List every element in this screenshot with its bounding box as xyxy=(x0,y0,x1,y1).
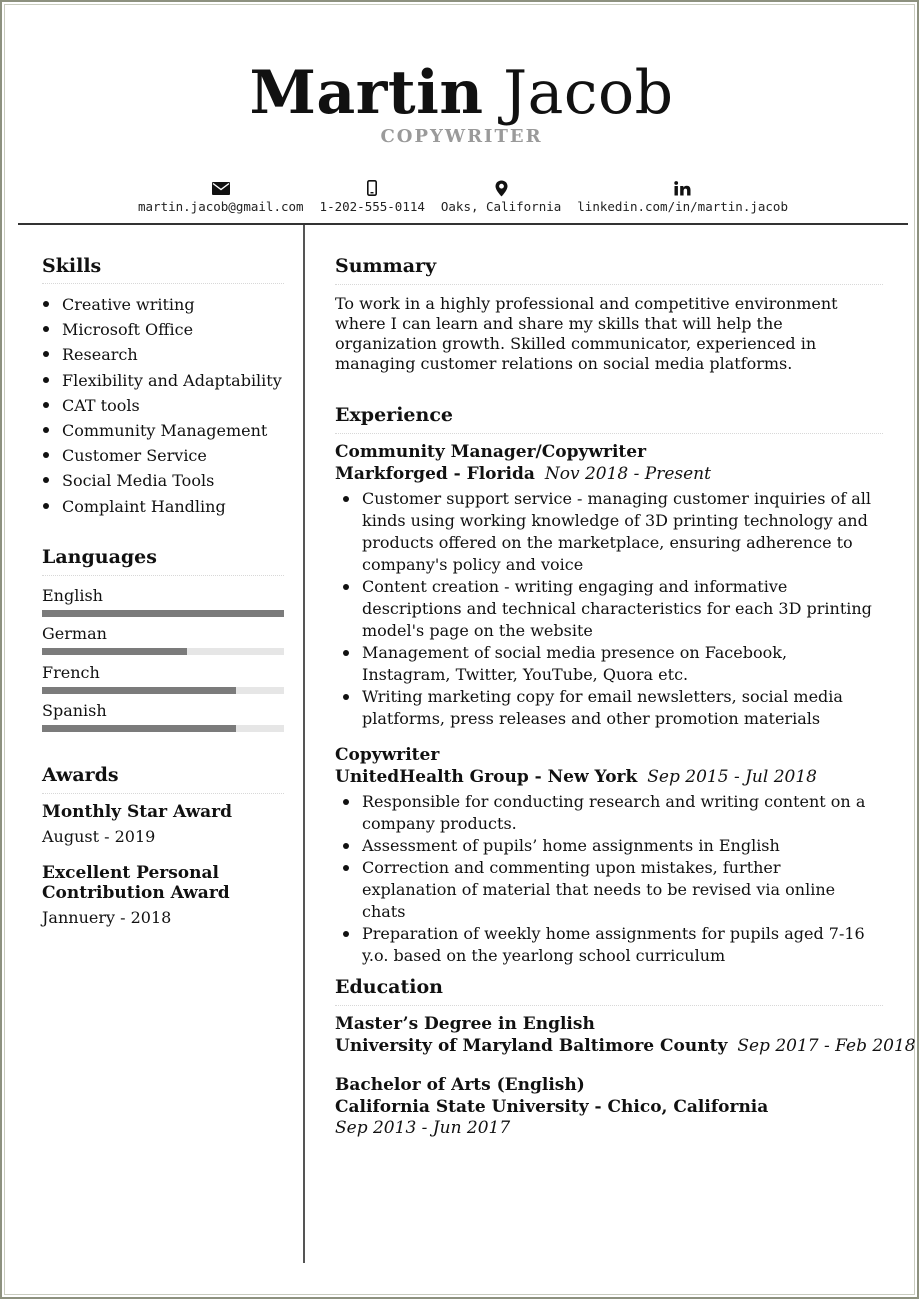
envelope-icon xyxy=(212,178,230,198)
language-level-track xyxy=(42,687,284,694)
job-title: Community Manager/Copywriter xyxy=(335,442,647,462)
education-underline xyxy=(335,1005,883,1006)
job-bullet: Preparation of weekly home assignments for pupils aged 7-16 y.o. based on the yearlong school curriculum xyxy=(335,923,880,967)
job-bullet: Writing marketing copy for email newsletters, social media platforms, press releases and other promotion materials xyxy=(335,686,880,730)
education-heading: Education xyxy=(335,976,443,998)
language-name: German xyxy=(42,624,107,643)
skill-item: Customer Service xyxy=(42,443,287,468)
language-name: Spanish xyxy=(42,701,107,720)
email-text: martin.jacob@gmail.com xyxy=(138,199,304,214)
language-french xyxy=(42,663,284,694)
contact-location xyxy=(441,178,561,214)
experience-underline xyxy=(335,433,883,434)
language-level-fill xyxy=(42,687,236,694)
skills-heading: Skills xyxy=(42,255,102,277)
language-name: French xyxy=(42,663,100,682)
skill-item: Research xyxy=(42,342,287,367)
skill-item: Creative writing xyxy=(42,292,287,317)
language-level-track xyxy=(42,725,284,732)
location-text: Oaks, California xyxy=(440,199,562,214)
language-german xyxy=(42,624,284,655)
languages-heading: Languages xyxy=(42,546,157,568)
job-bullet: Content creation - writing engaging and informative descriptions and technical characteristics for each 3D printing model's page on the website xyxy=(335,576,880,642)
first-name: Martin xyxy=(249,58,484,128)
education-meta xyxy=(335,1036,916,1056)
award-date: August - 2019 xyxy=(42,827,156,846)
skill-item: Community Management xyxy=(42,418,287,443)
languages-underline xyxy=(42,575,284,576)
education-meta xyxy=(335,1097,768,1117)
linkedin-text: linkedin.com/in/martin.jacob xyxy=(577,199,788,214)
header-divider xyxy=(18,223,908,225)
summary-heading: Summary xyxy=(335,255,437,277)
language-name: English xyxy=(42,586,103,605)
job-dates: Sep 2015 - Jul 2018 xyxy=(647,767,817,787)
contact-phone[interactable] xyxy=(320,178,425,214)
award-title: Excellent Personal Contribution Award xyxy=(42,863,230,903)
skills-list xyxy=(42,292,287,519)
job-bullets xyxy=(335,488,880,730)
contact-bar xyxy=(138,178,788,214)
skill-item: Complaint Handling xyxy=(42,494,287,519)
language-level-track xyxy=(42,610,284,617)
language-level-fill xyxy=(42,610,284,617)
job-bullet: Correction and commenting upon mistakes, further explanation of material that needs to be revised via online chats xyxy=(335,857,880,923)
language-english xyxy=(42,586,284,617)
experience-heading: Experience xyxy=(335,404,453,426)
company-name: UnitedHealth Group - New York xyxy=(335,767,638,787)
skill-item: Microsoft Office xyxy=(42,317,287,342)
language-level-fill xyxy=(42,648,187,655)
job-title: Copywriter xyxy=(335,745,440,765)
contact-linkedin[interactable] xyxy=(577,178,788,214)
language-spanish xyxy=(42,701,284,732)
job-role: COPYWRITER xyxy=(380,126,543,147)
job-dates: Nov 2018 - Present xyxy=(544,464,711,484)
linkedin-icon xyxy=(674,178,691,198)
location-pin-icon xyxy=(495,178,508,198)
education-dates: Sep 2013 - Jun 2017 xyxy=(335,1118,511,1138)
skill-item: CAT tools xyxy=(42,393,287,418)
award-date: Jannuery - 2018 xyxy=(42,908,172,927)
job-bullets xyxy=(335,791,880,967)
degree-title: Master’s Degree in English xyxy=(335,1014,595,1034)
summary-text: To work in a highly professional and competitive environment where I can learn and share my skills that will help the organization growth. Skilled communicator, experienced in managing customer relations on social media platforms. xyxy=(335,294,838,373)
summary-underline xyxy=(335,284,883,285)
job-bullet: Assessment of pupils’ home assignments in English xyxy=(335,835,880,857)
school-name: University of Maryland Baltimore County xyxy=(335,1036,728,1056)
school-name: California State University - Chico, California xyxy=(335,1097,769,1117)
job-meta xyxy=(335,464,711,484)
company-name: Markforged - Florida xyxy=(335,464,535,484)
job-bullet: Responsible for conducting research and writing content on a company products. xyxy=(335,791,880,835)
skill-item: Flexibility and Adaptability xyxy=(42,368,287,393)
degree-title: Bachelor of Arts (English) xyxy=(335,1075,585,1095)
awards-heading: Awards xyxy=(42,764,119,786)
awards-underline xyxy=(42,793,284,794)
job-bullet: Customer support service - managing customer inquiries of all kinds using working knowledge of 3D printing technology and products offered on the marketplace, ensuring adherence to company's policy and voice xyxy=(335,488,880,576)
contact-email[interactable] xyxy=(138,178,304,214)
last-name: Jacob xyxy=(503,58,674,128)
candidate-name xyxy=(2,60,919,126)
phone-icon xyxy=(367,178,377,198)
column-divider xyxy=(303,225,305,1263)
award-title: Monthly Star Award xyxy=(42,802,232,822)
job-bullet: Management of social media presence on Facebook, Instagram, Twitter, YouTube, Quora etc. xyxy=(335,642,880,686)
phone-text: 1-202-555-0114 xyxy=(319,199,425,214)
job-meta xyxy=(335,767,817,787)
language-level-track xyxy=(42,648,284,655)
education-dates: Sep 2017 - Feb 2018 xyxy=(737,1036,916,1056)
skill-item: Social Media Tools xyxy=(42,468,287,493)
language-level-fill xyxy=(42,725,236,732)
skills-underline xyxy=(42,283,284,284)
